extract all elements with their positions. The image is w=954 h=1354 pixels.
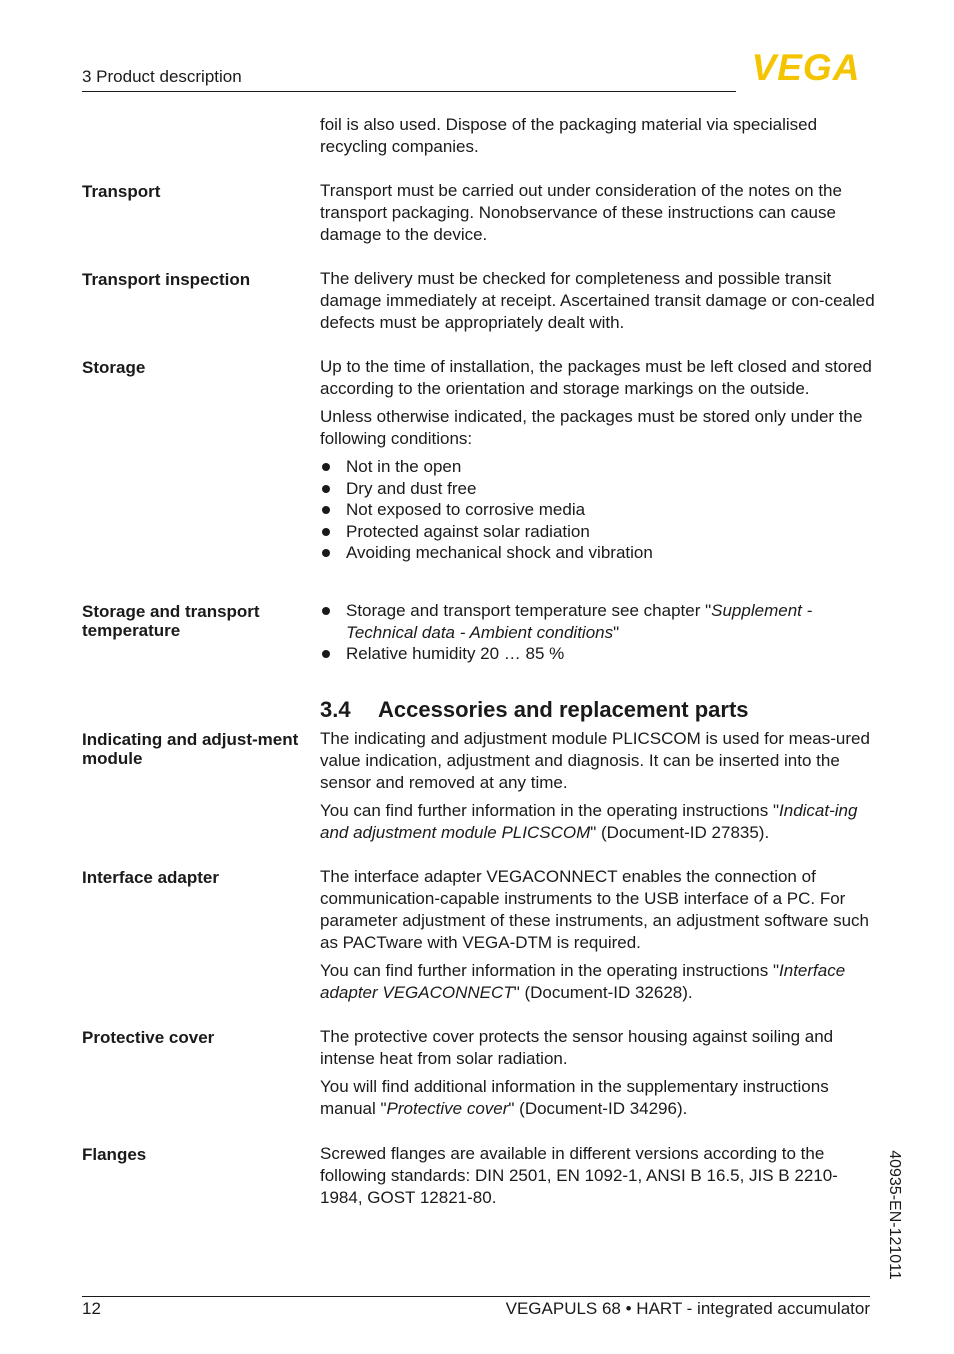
intro-text: [320, 114, 876, 158]
storage-paragraph-2: Unless otherwise indicated, the packages must be stored only under the following conditions:: [320, 407, 863, 448]
interface-adapter-text: [320, 866, 876, 1004]
transport-text: [320, 180, 876, 246]
indicating-module-paragraph-2: [320, 800, 876, 844]
side-document-id-text: 40935-EN-121011: [886, 1150, 903, 1280]
list-item: Avoiding mechanical shock and vibration: [320, 542, 876, 564]
protective-cover-paragraph-2: [320, 1076, 876, 1120]
page-number: 12: [82, 1299, 101, 1318]
protective-cover-ref-title: Protective cover: [386, 1099, 509, 1118]
indicating-module-paragraph-1: The indicating and adjustment module PLICSCOM is used for meas-ured value indication, adjustment and diagnosis. It can be inserted into the sensor and removed at any time.: [320, 729, 870, 792]
storage-temp-bullet-pre: Storage and transport temperature see chapter ": [346, 601, 712, 620]
storage-paragraph-1: Up to the time of installation, the packages must be left closed and stored according to the orientation and storage markings on the outside.: [320, 357, 872, 398]
list-item: Dry and dust free: [320, 478, 876, 500]
list-item: Not in the open: [320, 456, 876, 478]
section-heading: [320, 697, 749, 723]
storage-temp-text: [320, 600, 876, 665]
storage-text: [320, 356, 876, 564]
transport-label: Transport: [82, 182, 161, 201]
protective-cover-ref-pre: You will find additional information in the supplementary instructions manual ": [320, 1077, 829, 1118]
footer-rule: [82, 1296, 870, 1297]
vega-logo: [740, 50, 872, 84]
interface-adapter-ref-title: Interface adapter VEGACONNECT: [320, 961, 846, 1002]
protective-cover-text: [320, 1026, 876, 1120]
list-item: Relative humidity 20 … 85 %: [320, 643, 876, 665]
protective-cover-paragraph-1: The protective cover protects the sensor housing against soiling and intense heat from solar radiation.: [320, 1027, 834, 1068]
header-chapter: 3 Product description: [82, 67, 242, 86]
interface-adapter-paragraph-2: [320, 960, 876, 1004]
indicating-module-ref-post: " (Document-ID 27835).: [590, 823, 770, 842]
flanges-paragraph: Screwed flanges are available in different versions according to the following standards: DIN 2501, EN 1092-1, ANSI B 16.5, JIS B 2210-1984, GOST 12821-80.: [320, 1144, 838, 1207]
intro-paragraph: foil is also used. Dispose of the packaging material via specialised recycling companies.: [320, 115, 818, 156]
side-document-id: [884, 1140, 904, 1290]
storage-conditions-list: [320, 456, 876, 564]
footer-doc-title: VEGAPULS 68 • HART - integrated accumulator: [505, 1299, 870, 1318]
interface-adapter-ref-pre: You can find further information in the operating instructions ": [320, 961, 780, 980]
flanges-text: [320, 1143, 876, 1209]
storage-temp-label: Storage and transport temperature: [82, 602, 260, 640]
vega-logo-text: VEGA: [751, 50, 861, 84]
section-title: Accessories and replacement parts: [378, 697, 749, 722]
list-item: [320, 600, 876, 643]
protective-cover-label: Protective cover: [82, 1028, 215, 1047]
indicating-module-ref-title: Indicat-ing and adjustment module PLICSCOM: [320, 801, 858, 842]
indicating-module-text: [320, 728, 876, 844]
transport-inspection-paragraph: The delivery must be checked for completeness and possible transit damage immediately at receipt. Ascertained transit damage or con-cealed defects must be appropriately dealt with.: [320, 269, 875, 332]
indicating-module-label: Indicating and adjust-ment module: [82, 730, 299, 768]
protective-cover-ref-post: " (Document-ID 34296).: [508, 1099, 688, 1118]
section-number: 3.4: [320, 697, 351, 722]
transport-inspection-label: Transport inspection: [82, 270, 251, 289]
header-rule: [82, 91, 736, 92]
list-item: Protected against solar radiation: [320, 521, 876, 543]
interface-adapter-paragraph-1: The interface adapter VEGACONNECT enables the connection of communication-capable instruments to the USB interface of a PC. For parameter adjustment of these instruments, an adjustment software such as PACTware with VEGA-DTM is required.: [320, 867, 869, 952]
flanges-label: Flanges: [82, 1145, 147, 1164]
transport-inspection-text: [320, 268, 876, 334]
storage-temp-bullet-ref: Supplement - Technical data - Ambient conditions: [346, 601, 813, 642]
interface-adapter-label: Interface adapter: [82, 868, 219, 887]
transport-paragraph: Transport must be carried out under consideration of the notes on the transport packaging. Nonobservance of these instructions can cause damage to the device.: [320, 181, 842, 244]
storage-temp-list: [320, 600, 876, 665]
indicating-module-ref-pre: You can find further information in the operating instructions ": [320, 801, 780, 820]
list-item: Not exposed to corrosive media: [320, 499, 876, 521]
interface-adapter-ref-post: " (Document-ID 32628).: [513, 983, 693, 1002]
storage-temp-bullet-post: ": [613, 622, 620, 642]
storage-label: Storage: [82, 358, 146, 377]
